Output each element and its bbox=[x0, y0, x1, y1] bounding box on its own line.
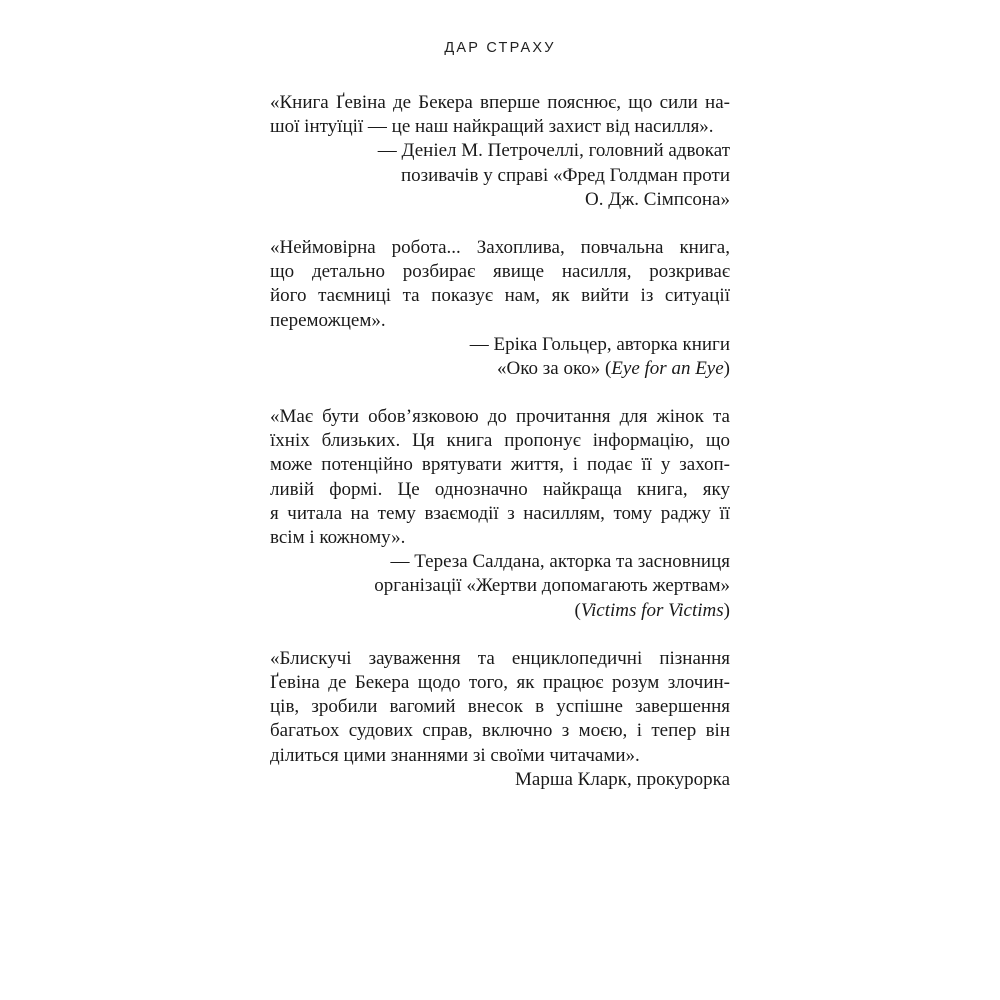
attribution-prefix: «Око за око» ( bbox=[497, 357, 612, 379]
running-head: ДАР СТРАХУ bbox=[444, 40, 556, 56]
quote-line: ців, зробили вагомий внесок в успішне завершення bbox=[270, 696, 730, 718]
blurb bbox=[270, 405, 730, 623]
quote-line: може потенційно врятувати життя, і подає її у захоп- bbox=[270, 454, 730, 476]
attribution-line bbox=[270, 599, 730, 623]
attribution-line bbox=[270, 357, 730, 381]
blurb-attribution bbox=[270, 333, 730, 381]
attribution-line: — Тереза Салдана, акторка та засновниця bbox=[390, 551, 730, 573]
blurb-attribution bbox=[270, 139, 730, 212]
quote-line: «Блискучі зауваження та енциклопедичні пізнання bbox=[270, 647, 730, 669]
quote-line: «Книга Ґевіна де Бекера вперше пояснює, що сили на- bbox=[270, 92, 730, 113]
attribution-line: позивачів у справі «Фред Голдман проти bbox=[400, 164, 730, 186]
attribution-italic-title: Eye for an Eye bbox=[611, 357, 724, 379]
blurb bbox=[270, 647, 730, 792]
quote-line: багатьох судових справ, включно з моєю, і тепер він bbox=[270, 720, 730, 742]
attribution-suffix: ) bbox=[723, 599, 730, 621]
blurb-quote bbox=[270, 236, 730, 333]
blurb-attribution bbox=[270, 768, 730, 792]
quote-line: ділиться цими знаннями зі своїми читачами». bbox=[270, 744, 640, 766]
blurbs-column bbox=[270, 91, 730, 816]
attribution-line: організації «Жертви допомагають жертвам» bbox=[374, 575, 730, 597]
quote-line: ливій формі. Це однозначно найкраща книга, яку bbox=[270, 478, 730, 500]
quote-line: його таємниці та показує нам, як вийти із ситуації bbox=[270, 285, 730, 307]
blurb bbox=[270, 91, 730, 212]
quote-line: що детально розбирає явище насилля, розкриває bbox=[270, 261, 730, 283]
attribution-line: Марша Кларк, прокурорка bbox=[515, 768, 730, 790]
attribution-suffix: ) bbox=[723, 357, 730, 379]
attribution-line: — Деніел М. Петрочеллі, головний адвокат bbox=[377, 140, 730, 162]
attribution-prefix: ( bbox=[574, 599, 581, 621]
attribution-italic-title: Victims for Victims bbox=[580, 599, 724, 621]
quote-line: я читала на тему взаємодії з насиллям, тому раджу її bbox=[270, 502, 730, 524]
blurb-quote bbox=[270, 91, 730, 139]
quote-line: переможцем». bbox=[270, 309, 386, 331]
attribution-line: — Еріка Гольцер, авторка книги bbox=[469, 333, 730, 355]
quote-line: Ґевіна де Бекера щодо того, як працює розум злочин- bbox=[270, 671, 730, 693]
blurb-quote bbox=[270, 405, 730, 550]
quote-line: «Має бути обов’язковою до прочитання для жінок та bbox=[270, 406, 730, 428]
blurb bbox=[270, 236, 730, 381]
quote-line: всім і кожному». bbox=[270, 527, 406, 548]
blurb-quote bbox=[270, 647, 730, 768]
quote-line: шої інтуїції — це наш найкращий захист від насилля». bbox=[270, 116, 714, 138]
attribution-line: О. Дж. Сімпсона» bbox=[585, 188, 730, 210]
quote-line: «Неймовірна робота... Захоплива, повчальна книга, bbox=[270, 236, 730, 258]
blurb-attribution bbox=[270, 550, 730, 623]
quote-line: їхніх близьких. Ця книга пропонує інформацію, що bbox=[270, 430, 730, 452]
